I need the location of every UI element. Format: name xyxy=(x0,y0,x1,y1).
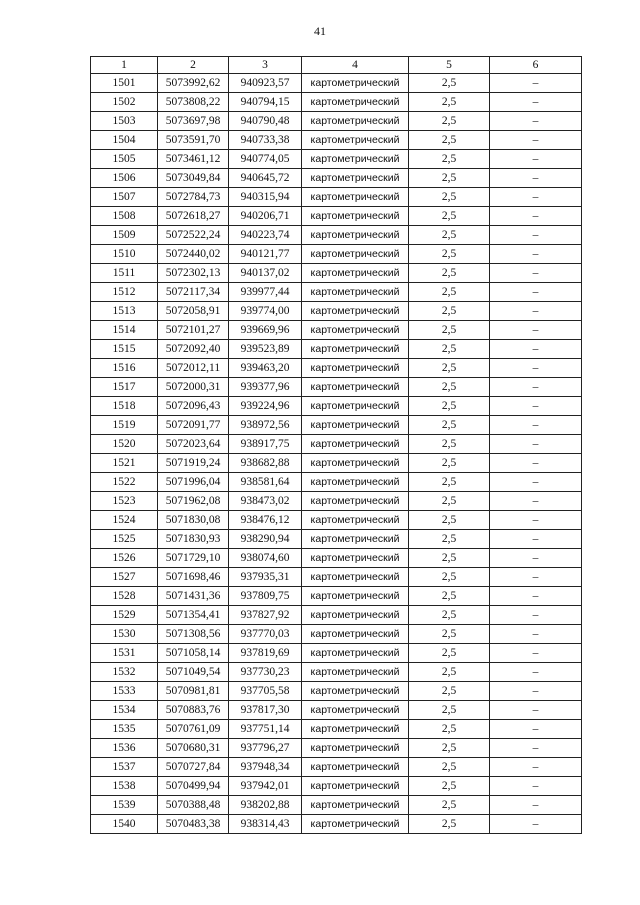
y-coordinate-cell: 937942,01 xyxy=(229,777,302,796)
method-cell: картометрический xyxy=(302,473,409,492)
accuracy-cell: 2,5 xyxy=(409,758,490,777)
x-coordinate-cell: 5070388,48 xyxy=(158,796,229,815)
table-row xyxy=(91,473,582,492)
point-number-cell: 1534 xyxy=(91,701,158,720)
x-coordinate-cell: 5070883,76 xyxy=(158,701,229,720)
table-row xyxy=(91,739,582,758)
x-coordinate-cell: 5073049,84 xyxy=(158,169,229,188)
accuracy-cell: 2,5 xyxy=(409,530,490,549)
table-row xyxy=(91,435,582,454)
method-cell: картометрический xyxy=(302,606,409,625)
table-row xyxy=(91,359,582,378)
accuracy-cell: 2,5 xyxy=(409,777,490,796)
accuracy-cell: 2,5 xyxy=(409,606,490,625)
note-cell: – xyxy=(490,378,582,397)
point-number-cell: 1502 xyxy=(91,93,158,112)
y-coordinate-cell: 937948,34 xyxy=(229,758,302,777)
point-number-cell: 1510 xyxy=(91,245,158,264)
accuracy-cell: 2,5 xyxy=(409,150,490,169)
table-row xyxy=(91,606,582,625)
y-coordinate-cell: 937751,14 xyxy=(229,720,302,739)
accuracy-cell: 2,5 xyxy=(409,625,490,644)
table-row xyxy=(91,283,582,302)
method-cell: картометрический xyxy=(302,625,409,644)
method-cell: картометрический xyxy=(302,131,409,150)
point-number-cell: 1512 xyxy=(91,283,158,302)
point-number-cell: 1511 xyxy=(91,264,158,283)
x-coordinate-cell: 5072092,40 xyxy=(158,340,229,359)
point-number-cell: 1519 xyxy=(91,416,158,435)
x-coordinate-cell: 5071308,56 xyxy=(158,625,229,644)
table-row xyxy=(91,625,582,644)
table-row xyxy=(91,682,582,701)
x-coordinate-cell: 5071919,24 xyxy=(158,454,229,473)
column-header-1: 1 xyxy=(91,57,158,74)
x-coordinate-cell: 5071996,04 xyxy=(158,473,229,492)
y-coordinate-cell: 937809,75 xyxy=(229,587,302,606)
y-coordinate-cell: 940774,05 xyxy=(229,150,302,169)
accuracy-cell: 2,5 xyxy=(409,245,490,264)
accuracy-cell: 2,5 xyxy=(409,264,490,283)
note-cell: – xyxy=(490,359,582,378)
method-cell: картометрический xyxy=(302,549,409,568)
accuracy-cell: 2,5 xyxy=(409,302,490,321)
accuracy-cell: 2,5 xyxy=(409,226,490,245)
note-cell: – xyxy=(490,796,582,815)
y-coordinate-cell: 937819,69 xyxy=(229,644,302,663)
y-coordinate-cell: 938314,43 xyxy=(229,815,302,834)
method-cell: картометрический xyxy=(302,207,409,226)
accuracy-cell: 2,5 xyxy=(409,188,490,207)
method-cell: картометрический xyxy=(302,663,409,682)
method-cell: картометрический xyxy=(302,739,409,758)
point-number-cell: 1518 xyxy=(91,397,158,416)
table-row xyxy=(91,511,582,530)
accuracy-cell: 2,5 xyxy=(409,131,490,150)
column-header-2: 2 xyxy=(158,57,229,74)
accuracy-cell: 2,5 xyxy=(409,663,490,682)
method-cell: картометрический xyxy=(302,226,409,245)
method-cell: картометрический xyxy=(302,454,409,473)
y-coordinate-cell: 938290,94 xyxy=(229,530,302,549)
note-cell: – xyxy=(490,416,582,435)
point-number-cell: 1503 xyxy=(91,112,158,131)
note-cell: – xyxy=(490,473,582,492)
table-row xyxy=(91,530,582,549)
accuracy-cell: 2,5 xyxy=(409,321,490,340)
y-coordinate-cell: 939377,96 xyxy=(229,378,302,397)
x-coordinate-cell: 5071354,41 xyxy=(158,606,229,625)
y-coordinate-cell: 937827,92 xyxy=(229,606,302,625)
table-row xyxy=(91,549,582,568)
method-cell: картометрический xyxy=(302,587,409,606)
point-number-cell: 1527 xyxy=(91,568,158,587)
note-cell: – xyxy=(490,701,582,720)
note-cell: – xyxy=(490,777,582,796)
point-number-cell: 1540 xyxy=(91,815,158,834)
point-number-cell: 1509 xyxy=(91,226,158,245)
accuracy-cell: 2,5 xyxy=(409,815,490,834)
note-cell: – xyxy=(490,530,582,549)
coordinates-table-body xyxy=(91,57,582,834)
note-cell: – xyxy=(490,112,582,131)
note-cell: – xyxy=(490,264,582,283)
y-coordinate-cell: 938202,88 xyxy=(229,796,302,815)
table-row xyxy=(91,93,582,112)
table-row xyxy=(91,454,582,473)
coordinates-table xyxy=(90,56,582,834)
y-coordinate-cell: 937817,30 xyxy=(229,701,302,720)
note-cell: – xyxy=(490,321,582,340)
y-coordinate-cell: 938972,56 xyxy=(229,416,302,435)
note-cell: – xyxy=(490,207,582,226)
x-coordinate-cell: 5072522,24 xyxy=(158,226,229,245)
x-coordinate-cell: 5071729,10 xyxy=(158,549,229,568)
table-row xyxy=(91,264,582,283)
x-coordinate-cell: 5072091,77 xyxy=(158,416,229,435)
y-coordinate-cell: 940223,74 xyxy=(229,226,302,245)
note-cell: – xyxy=(490,302,582,321)
column-header-3: 3 xyxy=(229,57,302,74)
accuracy-cell: 2,5 xyxy=(409,568,490,587)
x-coordinate-cell: 5073697,98 xyxy=(158,112,229,131)
table-row xyxy=(91,302,582,321)
accuracy-cell: 2,5 xyxy=(409,549,490,568)
x-coordinate-cell: 5070483,38 xyxy=(158,815,229,834)
method-cell: картометрический xyxy=(302,188,409,207)
point-number-cell: 1533 xyxy=(91,682,158,701)
point-number-cell: 1506 xyxy=(91,169,158,188)
table-row xyxy=(91,416,582,435)
point-number-cell: 1505 xyxy=(91,150,158,169)
x-coordinate-cell: 5071698,46 xyxy=(158,568,229,587)
x-coordinate-cell: 5071431,36 xyxy=(158,587,229,606)
y-coordinate-cell: 939669,96 xyxy=(229,321,302,340)
note-cell: – xyxy=(490,93,582,112)
point-number-cell: 1522 xyxy=(91,473,158,492)
point-number-cell: 1517 xyxy=(91,378,158,397)
x-coordinate-cell: 5072618,27 xyxy=(158,207,229,226)
point-number-cell: 1528 xyxy=(91,587,158,606)
accuracy-cell: 2,5 xyxy=(409,74,490,93)
accuracy-cell: 2,5 xyxy=(409,492,490,511)
note-cell: – xyxy=(490,340,582,359)
point-number-cell: 1530 xyxy=(91,625,158,644)
point-number-cell: 1529 xyxy=(91,606,158,625)
x-coordinate-cell: 5071058,14 xyxy=(158,644,229,663)
y-coordinate-cell: 938476,12 xyxy=(229,511,302,530)
y-coordinate-cell: 937730,23 xyxy=(229,663,302,682)
method-cell: картометрический xyxy=(302,397,409,416)
table-row xyxy=(91,169,582,188)
accuracy-cell: 2,5 xyxy=(409,112,490,131)
y-coordinate-cell: 940315,94 xyxy=(229,188,302,207)
note-cell: – xyxy=(490,226,582,245)
y-coordinate-cell: 937770,03 xyxy=(229,625,302,644)
table-row xyxy=(91,112,582,131)
method-cell: картометрический xyxy=(302,796,409,815)
table-row xyxy=(91,378,582,397)
point-number-cell: 1526 xyxy=(91,549,158,568)
table-row xyxy=(91,568,582,587)
method-cell: картометрический xyxy=(302,74,409,93)
note-cell: – xyxy=(490,587,582,606)
note-cell: – xyxy=(490,758,582,777)
note-cell: – xyxy=(490,454,582,473)
accuracy-cell: 2,5 xyxy=(409,416,490,435)
point-number-cell: 1536 xyxy=(91,739,158,758)
method-cell: картометрический xyxy=(302,777,409,796)
note-cell: – xyxy=(490,283,582,302)
accuracy-cell: 2,5 xyxy=(409,207,490,226)
note-cell: – xyxy=(490,720,582,739)
accuracy-cell: 2,5 xyxy=(409,720,490,739)
y-coordinate-cell: 937796,27 xyxy=(229,739,302,758)
accuracy-cell: 2,5 xyxy=(409,644,490,663)
x-coordinate-cell: 5070981,81 xyxy=(158,682,229,701)
method-cell: картометрический xyxy=(302,720,409,739)
y-coordinate-cell: 940790,48 xyxy=(229,112,302,131)
x-coordinate-cell: 5070680,31 xyxy=(158,739,229,758)
x-coordinate-cell: 5072440,02 xyxy=(158,245,229,264)
point-number-cell: 1525 xyxy=(91,530,158,549)
y-coordinate-cell: 938682,88 xyxy=(229,454,302,473)
table-row xyxy=(91,226,582,245)
table-row xyxy=(91,74,582,93)
point-number-cell: 1538 xyxy=(91,777,158,796)
x-coordinate-cell: 5070727,84 xyxy=(158,758,229,777)
note-cell: – xyxy=(490,549,582,568)
method-cell: картометрический xyxy=(302,378,409,397)
note-cell: – xyxy=(490,644,582,663)
method-cell: картометрический xyxy=(302,245,409,264)
y-coordinate-cell: 939523,89 xyxy=(229,340,302,359)
x-coordinate-cell: 5072117,34 xyxy=(158,283,229,302)
method-cell: картометрический xyxy=(302,93,409,112)
note-cell: – xyxy=(490,150,582,169)
point-number-cell: 1514 xyxy=(91,321,158,340)
y-coordinate-cell: 940645,72 xyxy=(229,169,302,188)
note-cell: – xyxy=(490,663,582,682)
accuracy-cell: 2,5 xyxy=(409,511,490,530)
column-header-5: 5 xyxy=(409,57,490,74)
point-number-cell: 1520 xyxy=(91,435,158,454)
table-header-row xyxy=(91,57,582,74)
point-number-cell: 1523 xyxy=(91,492,158,511)
point-number-cell: 1521 xyxy=(91,454,158,473)
point-number-cell: 1537 xyxy=(91,758,158,777)
table-row xyxy=(91,758,582,777)
y-coordinate-cell: 940121,77 xyxy=(229,245,302,264)
method-cell: картометрический xyxy=(302,815,409,834)
point-number-cell: 1515 xyxy=(91,340,158,359)
accuracy-cell: 2,5 xyxy=(409,682,490,701)
accuracy-cell: 2,5 xyxy=(409,169,490,188)
method-cell: картометрический xyxy=(302,112,409,131)
method-cell: картометрический xyxy=(302,169,409,188)
accuracy-cell: 2,5 xyxy=(409,93,490,112)
table-row xyxy=(91,150,582,169)
note-cell: – xyxy=(490,397,582,416)
y-coordinate-cell: 940794,15 xyxy=(229,93,302,112)
note-cell: – xyxy=(490,511,582,530)
x-coordinate-cell: 5073808,22 xyxy=(158,93,229,112)
point-number-cell: 1524 xyxy=(91,511,158,530)
point-number-cell: 1532 xyxy=(91,663,158,682)
method-cell: картометрический xyxy=(302,283,409,302)
table-row xyxy=(91,701,582,720)
y-coordinate-cell: 940206,71 xyxy=(229,207,302,226)
x-coordinate-cell: 5071830,08 xyxy=(158,511,229,530)
y-coordinate-cell: 940733,38 xyxy=(229,131,302,150)
y-coordinate-cell: 940137,02 xyxy=(229,264,302,283)
method-cell: картометрический xyxy=(302,644,409,663)
table-row xyxy=(91,663,582,682)
y-coordinate-cell: 938473,02 xyxy=(229,492,302,511)
x-coordinate-cell: 5071962,08 xyxy=(158,492,229,511)
note-cell: – xyxy=(490,169,582,188)
x-coordinate-cell: 5072058,91 xyxy=(158,302,229,321)
accuracy-cell: 2,5 xyxy=(409,473,490,492)
note-cell: – xyxy=(490,131,582,150)
table-row xyxy=(91,587,582,606)
point-number-cell: 1504 xyxy=(91,131,158,150)
table-row xyxy=(91,321,582,340)
x-coordinate-cell: 5072012,11 xyxy=(158,359,229,378)
method-cell: картометрический xyxy=(302,321,409,340)
accuracy-cell: 2,5 xyxy=(409,378,490,397)
point-number-cell: 1501 xyxy=(91,74,158,93)
accuracy-cell: 2,5 xyxy=(409,359,490,378)
point-number-cell: 1507 xyxy=(91,188,158,207)
accuracy-cell: 2,5 xyxy=(409,701,490,720)
note-cell: – xyxy=(490,492,582,511)
method-cell: картометрический xyxy=(302,511,409,530)
accuracy-cell: 2,5 xyxy=(409,340,490,359)
note-cell: – xyxy=(490,435,582,454)
column-header-6: 6 xyxy=(490,57,582,74)
y-coordinate-cell: 938581,64 xyxy=(229,473,302,492)
y-coordinate-cell: 939977,44 xyxy=(229,283,302,302)
note-cell: – xyxy=(490,815,582,834)
table-row xyxy=(91,644,582,663)
column-header-4: 4 xyxy=(302,57,409,74)
y-coordinate-cell: 939774,00 xyxy=(229,302,302,321)
y-coordinate-cell: 938917,75 xyxy=(229,435,302,454)
table-row xyxy=(91,720,582,739)
x-coordinate-cell: 5072784,73 xyxy=(158,188,229,207)
x-coordinate-cell: 5071049,54 xyxy=(158,663,229,682)
table-row xyxy=(91,207,582,226)
x-coordinate-cell: 5071830,93 xyxy=(158,530,229,549)
method-cell: картометрический xyxy=(302,150,409,169)
y-coordinate-cell: 939463,20 xyxy=(229,359,302,378)
note-cell: – xyxy=(490,188,582,207)
table-row xyxy=(91,245,582,264)
table-row xyxy=(91,777,582,796)
method-cell: картометрический xyxy=(302,492,409,511)
note-cell: – xyxy=(490,568,582,587)
y-coordinate-cell: 940923,57 xyxy=(229,74,302,93)
point-number-cell: 1531 xyxy=(91,644,158,663)
accuracy-cell: 2,5 xyxy=(409,454,490,473)
note-cell: – xyxy=(490,245,582,264)
accuracy-cell: 2,5 xyxy=(409,397,490,416)
x-coordinate-cell: 5072302,13 xyxy=(158,264,229,283)
y-coordinate-cell: 939224,96 xyxy=(229,397,302,416)
accuracy-cell: 2,5 xyxy=(409,739,490,758)
method-cell: картометрический xyxy=(302,416,409,435)
accuracy-cell: 2,5 xyxy=(409,587,490,606)
note-cell: – xyxy=(490,74,582,93)
method-cell: картометрический xyxy=(302,359,409,378)
accuracy-cell: 2,5 xyxy=(409,435,490,454)
point-number-cell: 1516 xyxy=(91,359,158,378)
accuracy-cell: 2,5 xyxy=(409,796,490,815)
method-cell: картометрический xyxy=(302,530,409,549)
table-row xyxy=(91,340,582,359)
x-coordinate-cell: 5072000,31 xyxy=(158,378,229,397)
point-number-cell: 1513 xyxy=(91,302,158,321)
accuracy-cell: 2,5 xyxy=(409,283,490,302)
page-number: 41 xyxy=(314,24,326,38)
table-row xyxy=(91,492,582,511)
method-cell: картометрический xyxy=(302,758,409,777)
method-cell: картометрический xyxy=(302,701,409,720)
method-cell: картометрический xyxy=(302,264,409,283)
x-coordinate-cell: 5072023,64 xyxy=(158,435,229,454)
x-coordinate-cell: 5073591,70 xyxy=(158,131,229,150)
note-cell: – xyxy=(490,739,582,758)
x-coordinate-cell: 5070499,94 xyxy=(158,777,229,796)
y-coordinate-cell: 937705,58 xyxy=(229,682,302,701)
x-coordinate-cell: 5070761,09 xyxy=(158,720,229,739)
method-cell: картометрический xyxy=(302,340,409,359)
method-cell: картометрический xyxy=(302,682,409,701)
x-coordinate-cell: 5073992,62 xyxy=(158,74,229,93)
method-cell: картометрический xyxy=(302,302,409,321)
x-coordinate-cell: 5072096,43 xyxy=(158,397,229,416)
method-cell: картометрический xyxy=(302,435,409,454)
table-row xyxy=(91,815,582,834)
x-coordinate-cell: 5073461,12 xyxy=(158,150,229,169)
table-row xyxy=(91,397,582,416)
point-number-cell: 1539 xyxy=(91,796,158,815)
method-cell: картометрический xyxy=(302,568,409,587)
point-number-cell: 1535 xyxy=(91,720,158,739)
note-cell: – xyxy=(490,682,582,701)
note-cell: – xyxy=(490,625,582,644)
note-cell: – xyxy=(490,606,582,625)
table-row xyxy=(91,796,582,815)
y-coordinate-cell: 938074,60 xyxy=(229,549,302,568)
y-coordinate-cell: 937935,31 xyxy=(229,568,302,587)
point-number-cell: 1508 xyxy=(91,207,158,226)
x-coordinate-cell: 5072101,27 xyxy=(158,321,229,340)
table-row xyxy=(91,188,582,207)
table-row xyxy=(91,131,582,150)
